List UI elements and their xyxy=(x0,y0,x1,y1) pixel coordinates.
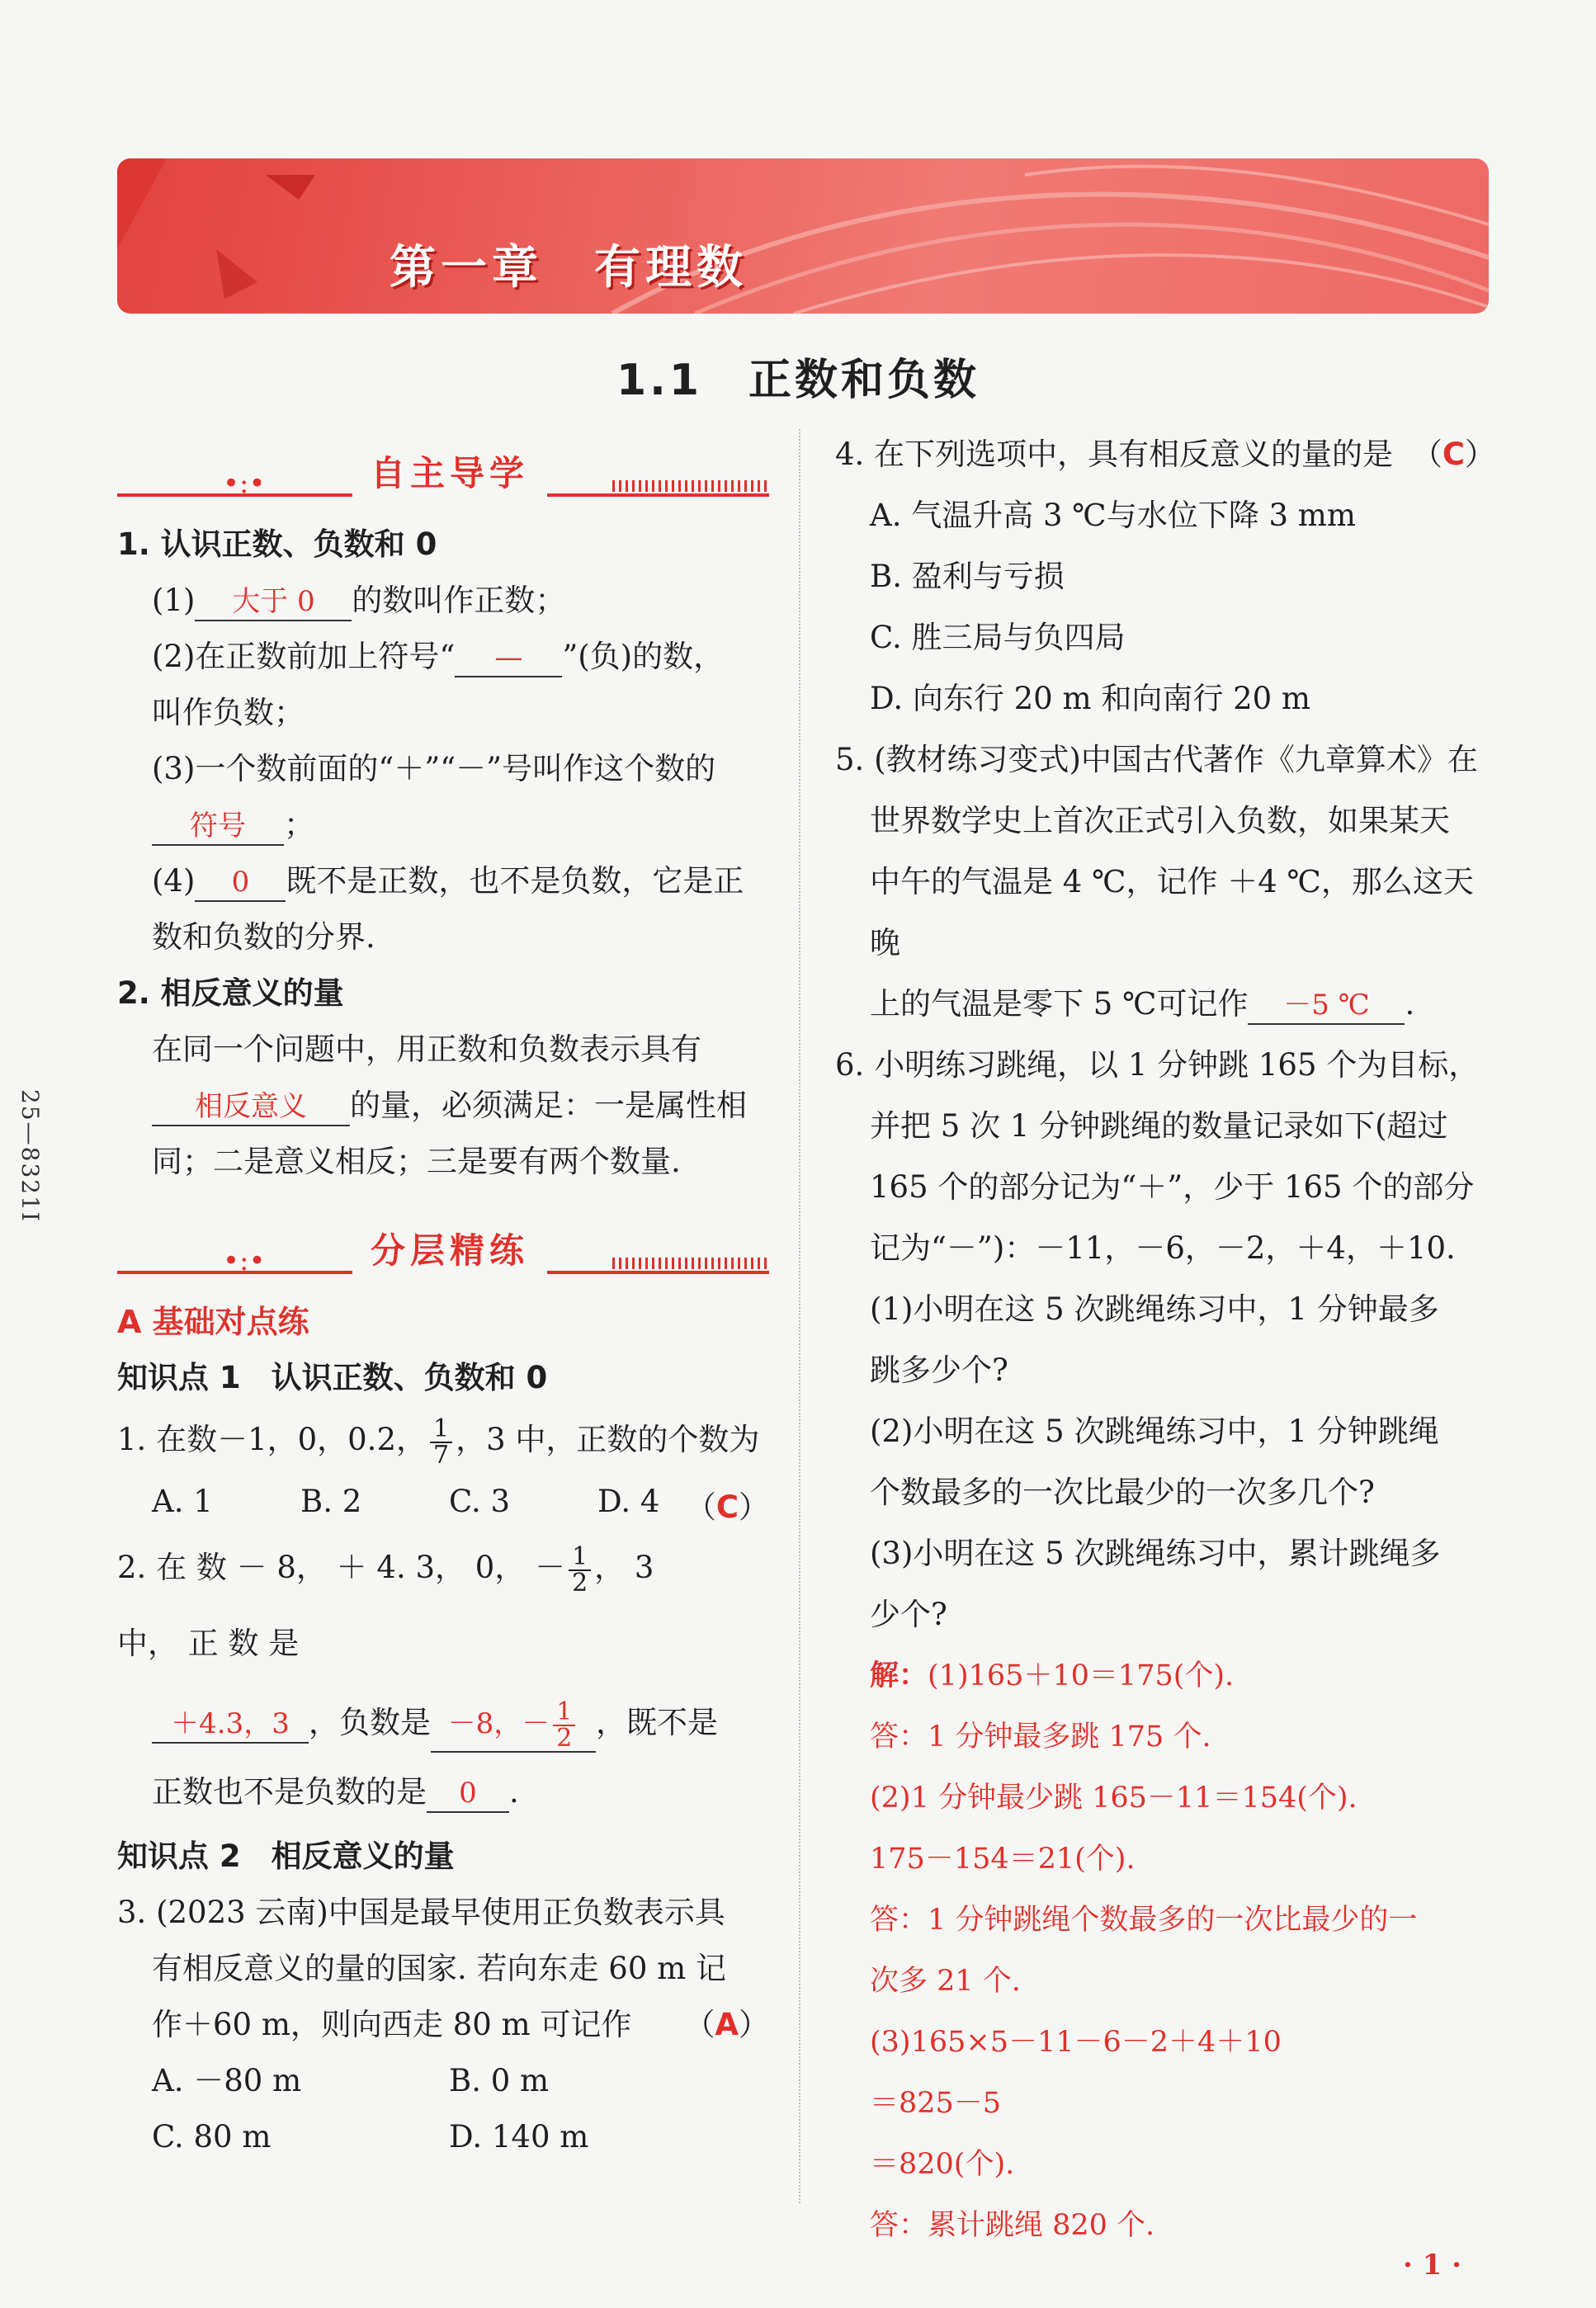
solution-line8: ＝825－5 xyxy=(870,2087,1002,2120)
q2-line2: 相反意义 的量，必须满足：一是属性相 xyxy=(117,1078,769,1134)
exercise-5-line2: 世界数学史上首次正式引入负数，如果某天 xyxy=(870,803,1450,838)
exercise-6-line1: 6. 小明练习跳绳，以 1 分钟跳 165 个为目标， xyxy=(835,1047,1480,1083)
exercise-4-option-d: D. 向东行 20 m 和向南行 20 m xyxy=(870,681,1311,716)
q1-1-answer: 大于 0 xyxy=(195,583,352,621)
chapter-title: 第一章 有理数 xyxy=(390,241,748,295)
exercise-4-option-b: B. 盈利与亏损 xyxy=(870,559,1065,594)
solution-line5: 答：1 分钟跳绳个数最多的一次比最少的一 xyxy=(870,1904,1418,1937)
knowledge-point-1: 知识点 1 认识正数、负数和 0 xyxy=(117,1360,548,1395)
banner-decoration xyxy=(117,158,1489,314)
chapter-banner xyxy=(117,158,1489,314)
q1-4: (4) 0 既不是正数，也不是负数，它是正 xyxy=(117,853,769,909)
exercise-6-line4: 记为“－”)：－11，－6，－2，＋4，＋10. xyxy=(870,1230,1456,1266)
exercise-6-line10: 少个? xyxy=(870,1597,947,1632)
exercise-6-line5: (1)小明在这 5 次跳绳练习中，1 分钟最多 xyxy=(870,1291,1439,1327)
exercise-5-line3: 中午的气温是 4 ℃，记作 ＋4 ℃，那么这天晚 xyxy=(870,864,1474,960)
q1-2: (2)在正数前加上符号“ — ”(负)的数， xyxy=(117,629,769,685)
exercise-5-line4: 上的气温是零下 5 ℃可记作 －5 ℃ . xyxy=(835,974,1495,1035)
column-divider xyxy=(799,429,800,2203)
solution-line1: 解：(1)165＋10＝175(个). xyxy=(870,1659,1235,1692)
exercise-3-line3: 作＋60 m，则向西走 80 m 可记作 （A） xyxy=(152,2007,769,2042)
practice-header: •:• 分层精练 xyxy=(117,1223,769,1289)
exercise-2: 2. 在 数 － 8， ＋ 4. 3， 0， － $\frac{1}{2}$ ， 3 中， 正 数 是 xyxy=(117,1541,654,1661)
exercise-6-line7: (2)小明在这 5 次跳绳练习中，1 分钟跳绳 xyxy=(870,1414,1439,1449)
solution-line6: 次多 21 个. xyxy=(870,1965,1021,1998)
q1-2-answer: — xyxy=(455,640,562,677)
exercise-2-answer-zero: 0 xyxy=(427,1775,509,1813)
exercise-4-option-c: C. 胜三局与负四局 xyxy=(870,620,1126,655)
solution-line9: ＝820(个). xyxy=(870,2148,1015,2181)
exercise-2-answer-positive: ＋4.3，3 xyxy=(152,1706,309,1744)
dots-icon: •:• xyxy=(223,1244,266,1277)
solution-line2: 答：1 分钟最多跳 175 个. xyxy=(870,1720,1211,1753)
exercise-6-line6: 跳多少个? xyxy=(870,1352,1008,1388)
exercise-3-line2: 有相反意义的量的国家. 若向东走 60 m 记 xyxy=(152,1951,726,1986)
exercise-4: 4. 在下列选项中，具有相反意义的量的是 （C） xyxy=(835,437,1495,472)
fraction: $\frac{1}{2}$ xyxy=(569,1545,591,1596)
exercise-2-cont: ＋4.3，3 ，负数是 －8，－ $\frac{1}{2}$ ，既不是 xyxy=(117,1682,769,1764)
exercise-6-line9: (3)小明在这 5 次跳绳练习中，累计跳绳多 xyxy=(870,1536,1441,1571)
exercise-6-line2: 并把 5 次 1 分钟跳绳的数量记录如下(超过 xyxy=(870,1108,1448,1144)
solution-line3: (2)1 分钟最少跳 165－11＝154(个). xyxy=(870,1782,1358,1815)
exercise-3-options-1: A. －80 m B. 0 m xyxy=(152,2063,550,2098)
exercise-5-line1: 5. (教材练习变式)中国古代著作《九章算术》在 xyxy=(835,742,1478,777)
exercise-5-answer: －5 ℃ xyxy=(1248,987,1405,1025)
exercise-6-line8: 个数最多的一次比最少的一次多几个? xyxy=(870,1475,1375,1510)
q1-title: 1. 认识正数、负数和 0 xyxy=(117,526,437,562)
q2-line1: 在同一个问题中，用正数和负数表示具有 xyxy=(152,1031,701,1067)
exercise-6-line3: 165 个的部分记为“＋”，少于 165 个的部分 xyxy=(870,1169,1475,1205)
solution-line10: 答：累计跳绳 820 个. xyxy=(870,2209,1155,2242)
exercise-4-option-a: A. 气温升高 3 ℃与水位下降 3 mm xyxy=(870,498,1356,533)
solution-label: 解： xyxy=(870,1659,928,1692)
subsection-a: A 基础对点练 xyxy=(117,1304,309,1340)
exercise-1-options: A. 1 B. 2 C. 3 D. 4 xyxy=(152,1484,660,1519)
right-column xyxy=(835,424,1495,2256)
guide-header: •:• 自主导学 xyxy=(117,446,769,512)
q2-answer: 相反意义 xyxy=(152,1088,350,1126)
exercise-3-line1: 3. (2023 云南)中国是最早使用正负数表示具 xyxy=(117,1895,725,1930)
q1-4-cont: 数和负数的分界. xyxy=(152,919,375,955)
exercise-2-answer-negative: －8，－ $\frac{1}{2}$ xyxy=(431,1700,596,1753)
exercise-1: 1. 在数－1，0，0.2， $\frac{1}{7}$ ，3 中，正数的个数为 （C） xyxy=(117,1414,769,1525)
q1-4-answer: 0 xyxy=(195,864,286,902)
exercise-2-line3: 正数也不是负数的是 0 . xyxy=(117,1764,769,1820)
q2-title: 2. 相反意义的量 xyxy=(117,975,344,1011)
q2-line3: 同；二是意义相反；三是要有两个数量. xyxy=(152,1144,681,1179)
q1-1: (1) 大于 0 的数叫作正数； xyxy=(117,573,769,629)
dots-icon: •:• xyxy=(223,467,266,500)
page-number: · 1 · xyxy=(1403,2249,1462,2282)
solution-line7: (3)165×5－11－6－2＋4＋10 xyxy=(870,2026,1282,2059)
left-column xyxy=(117,446,769,2165)
knowledge-point-2: 知识点 2 相反意义的量 xyxy=(117,1838,455,1874)
section-title: 1.1 正数和负数 xyxy=(616,356,980,405)
q1-3-answer: 符号 xyxy=(152,808,284,846)
q1-3-cont: 符号 ； xyxy=(117,797,769,853)
exercise-3-answer: A xyxy=(715,2007,739,2042)
solution-line4: 175－154＝21(个). xyxy=(870,1843,1136,1876)
exercise-4-answer: C xyxy=(1442,437,1465,472)
side-code: 25—8321I xyxy=(17,1089,44,1223)
exercise-3-options-2: C. 80 m D. 140 m xyxy=(152,2119,589,2155)
q1-2-cont: 叫作负数； xyxy=(152,695,305,730)
q1-3: (3)一个数前面的“＋”“－”号叫作这个数的 xyxy=(152,751,716,786)
fraction: $\frac{1}{7}$ xyxy=(430,1417,452,1468)
exercise-1-answer: C xyxy=(715,1489,739,1525)
